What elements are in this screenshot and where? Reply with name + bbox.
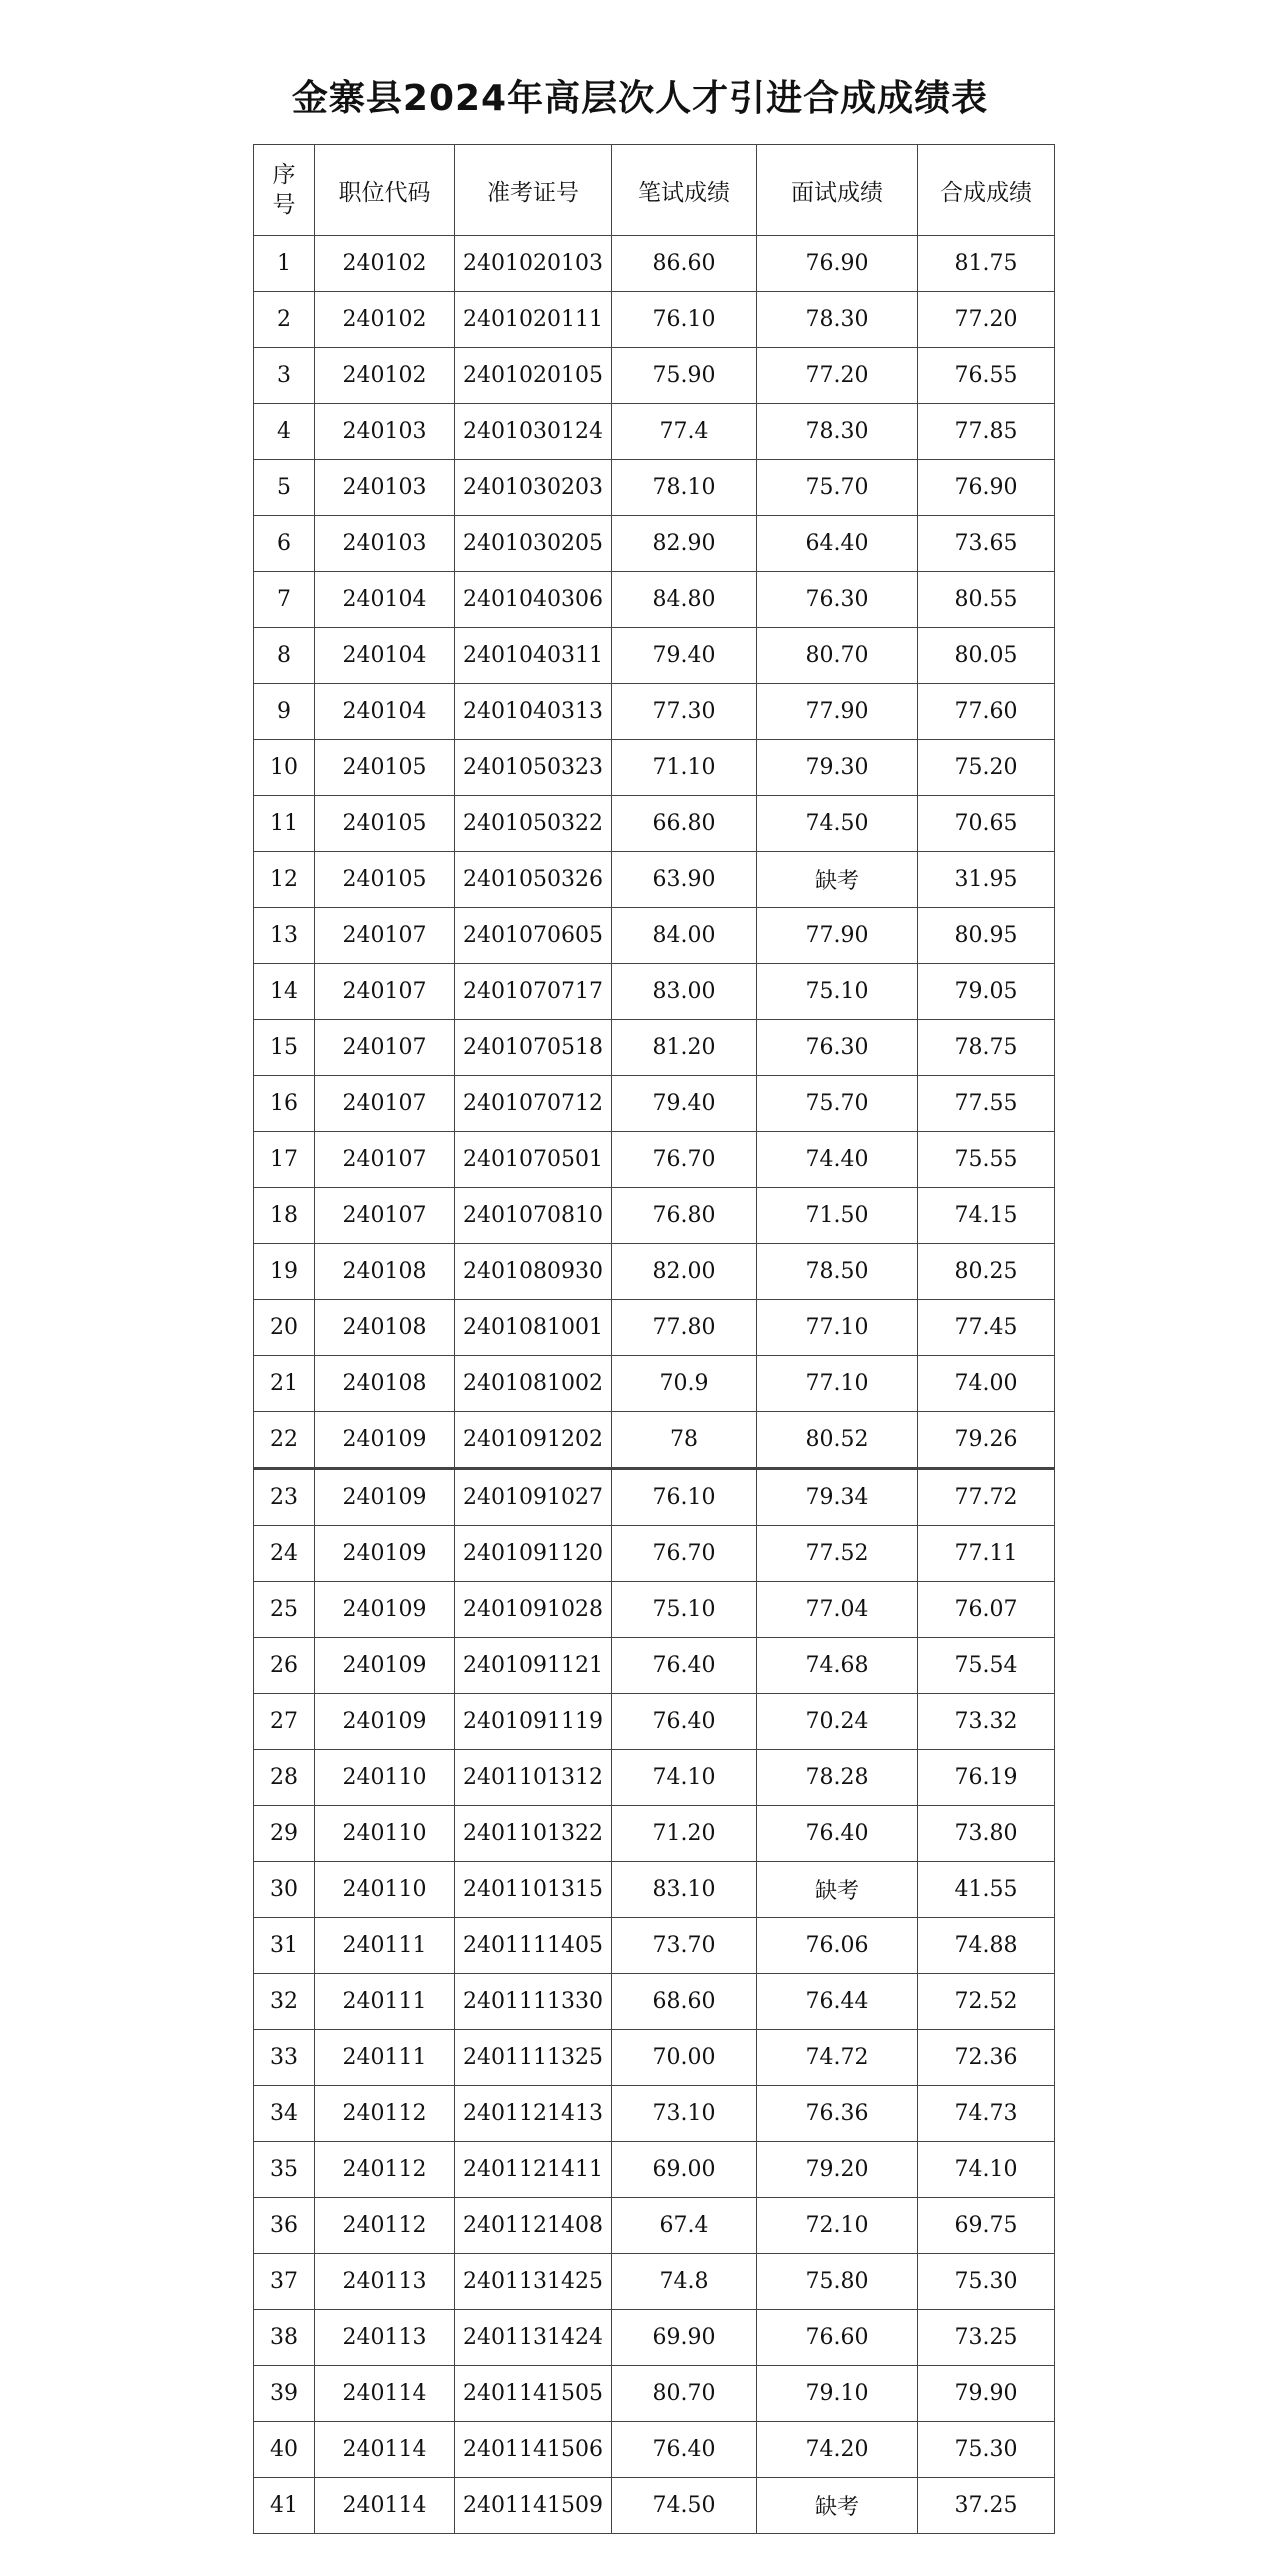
cell-combined-score: 73.25 [918, 2310, 1055, 2366]
cell-seq: 25 [254, 1582, 315, 1638]
cell-interview-score: 80.52 [757, 1412, 918, 1469]
table-row [254, 516, 1055, 572]
cell-interview-score: 64.40 [757, 516, 918, 572]
cell-position-code: 240103 [315, 460, 455, 516]
cell-written-score: 71.10 [612, 740, 757, 796]
cell-position-code: 240107 [315, 1076, 455, 1132]
cell-position-code: 240105 [315, 740, 455, 796]
cell-combined-score: 77.45 [918, 1300, 1055, 1356]
cell-seq: 15 [254, 1020, 315, 1076]
cell-exam-id: 2401040313 [455, 684, 612, 740]
cell-interview-score: 79.10 [757, 2366, 918, 2422]
cell-seq: 27 [254, 1694, 315, 1750]
table-row [254, 2254, 1055, 2310]
cell-written-score: 82.90 [612, 516, 757, 572]
cell-combined-score: 79.90 [918, 2366, 1055, 2422]
cell-position-code: 240110 [315, 1750, 455, 1806]
cell-exam-id: 2401030124 [455, 404, 612, 460]
cell-seq: 24 [254, 1526, 315, 1582]
cell-combined-score: 74.15 [918, 1188, 1055, 1244]
cell-position-code: 240109 [315, 1526, 455, 1582]
cell-position-code: 240114 [315, 2366, 455, 2422]
cell-seq: 2 [254, 292, 315, 348]
cell-combined-score: 79.05 [918, 964, 1055, 1020]
cell-interview-score: 75.80 [757, 2254, 918, 2310]
cell-position-code: 240102 [315, 236, 455, 292]
table-row [254, 1526, 1055, 1582]
cell-written-score: 84.80 [612, 572, 757, 628]
cell-exam-id: 2401050323 [455, 740, 612, 796]
cell-position-code: 240114 [315, 2478, 455, 2534]
cell-exam-id: 2401020105 [455, 348, 612, 404]
cell-interview-score: 70.24 [757, 1694, 918, 1750]
cell-position-code: 240107 [315, 1020, 455, 1076]
cell-written-score: 74.10 [612, 1750, 757, 1806]
cell-seq: 38 [254, 2310, 315, 2366]
cell-combined-score: 74.10 [918, 2142, 1055, 2198]
table-body [254, 236, 1055, 2534]
cell-combined-score: 75.20 [918, 740, 1055, 796]
cell-seq: 17 [254, 1132, 315, 1188]
cell-interview-score: 76.44 [757, 1974, 918, 2030]
table-row [254, 1806, 1055, 1862]
table-row [254, 1638, 1055, 1694]
cell-position-code: 240114 [315, 2422, 455, 2478]
cell-interview-score: 77.10 [757, 1300, 918, 1356]
cell-combined-score: 73.65 [918, 516, 1055, 572]
cell-interview-score: 74.20 [757, 2422, 918, 2478]
table-row [254, 740, 1055, 796]
cell-position-code: 240103 [315, 516, 455, 572]
cell-seq: 12 [254, 852, 315, 908]
cell-exam-id: 2401091027 [455, 1469, 612, 1526]
cell-seq: 23 [254, 1469, 315, 1526]
cell-position-code: 240107 [315, 1188, 455, 1244]
cell-written-score: 68.60 [612, 1974, 757, 2030]
cell-combined-score: 31.95 [918, 852, 1055, 908]
cell-interview-score: 71.50 [757, 1188, 918, 1244]
table-row [254, 2030, 1055, 2086]
cell-written-score: 77.30 [612, 684, 757, 740]
cell-exam-id: 2401101322 [455, 1806, 612, 1862]
cell-exam-id: 2401101312 [455, 1750, 612, 1806]
cell-combined-score: 76.19 [918, 1750, 1055, 1806]
cell-exam-id: 2401020111 [455, 292, 612, 348]
header-written-score: 笔试成绩 [612, 145, 757, 236]
header-seq: 序号 [254, 145, 315, 236]
cell-combined-score: 80.55 [918, 572, 1055, 628]
cell-interview-score: 78.30 [757, 292, 918, 348]
cell-written-score: 77.4 [612, 404, 757, 460]
header-exam-id: 准考证号 [455, 145, 612, 236]
cell-exam-id: 2401070712 [455, 1076, 612, 1132]
cell-written-score: 79.40 [612, 1076, 757, 1132]
cell-seq: 34 [254, 2086, 315, 2142]
cell-interview-score: 76.06 [757, 1918, 918, 1974]
cell-position-code: 240111 [315, 1974, 455, 2030]
cell-exam-id: 2401081002 [455, 1356, 612, 1412]
table-row [254, 1244, 1055, 1300]
cell-interview-score: 74.40 [757, 1132, 918, 1188]
table-row [254, 1582, 1055, 1638]
cell-interview-score: 76.30 [757, 572, 918, 628]
cell-combined-score: 80.95 [918, 908, 1055, 964]
cell-interview-score: 75.70 [757, 460, 918, 516]
cell-written-score: 75.10 [612, 1582, 757, 1638]
table-header [254, 145, 1055, 236]
cell-written-score: 78.10 [612, 460, 757, 516]
cell-exam-id: 2401050326 [455, 852, 612, 908]
cell-combined-score: 77.72 [918, 1469, 1055, 1526]
cell-interview-score: 79.20 [757, 2142, 918, 2198]
cell-seq: 14 [254, 964, 315, 1020]
cell-interview-score: 77.04 [757, 1582, 918, 1638]
cell-exam-id: 2401091119 [455, 1694, 612, 1750]
cell-seq: 19 [254, 1244, 315, 1300]
cell-interview-score: 78.30 [757, 404, 918, 460]
cell-interview-score: 77.52 [757, 1526, 918, 1582]
cell-written-score: 82.00 [612, 1244, 757, 1300]
cell-position-code: 240102 [315, 292, 455, 348]
cell-combined-score: 41.55 [918, 1862, 1055, 1918]
cell-written-score: 67.4 [612, 2198, 757, 2254]
cell-position-code: 240104 [315, 684, 455, 740]
cell-exam-id: 2401091120 [455, 1526, 612, 1582]
cell-exam-id: 2401091202 [455, 1412, 612, 1469]
cell-seq: 4 [254, 404, 315, 460]
cell-written-score: 76.70 [612, 1132, 757, 1188]
cell-position-code: 240108 [315, 1356, 455, 1412]
cell-seq: 32 [254, 1974, 315, 2030]
cell-seq: 1 [254, 236, 315, 292]
cell-seq: 33 [254, 2030, 315, 2086]
cell-combined-score: 75.54 [918, 1638, 1055, 1694]
table-row [254, 1300, 1055, 1356]
cell-written-score: 73.10 [612, 2086, 757, 2142]
cell-position-code: 240110 [315, 1862, 455, 1918]
cell-interview-score: 缺考 [757, 1862, 918, 1918]
cell-seq: 8 [254, 628, 315, 684]
document-title: 金寨县2024年高层次人才引进合成成绩表 [291, 78, 989, 119]
cell-exam-id: 2401020103 [455, 236, 612, 292]
cell-position-code: 240112 [315, 2198, 455, 2254]
table-row [254, 2422, 1055, 2478]
cell-written-score: 70.9 [612, 1356, 757, 1412]
cell-seq: 22 [254, 1412, 315, 1469]
cell-exam-id: 2401040306 [455, 572, 612, 628]
cell-position-code: 240104 [315, 572, 455, 628]
cell-exam-id: 2401070810 [455, 1188, 612, 1244]
cell-exam-id: 2401091028 [455, 1582, 612, 1638]
table-row [254, 572, 1055, 628]
cell-written-score: 71.20 [612, 1806, 757, 1862]
cell-combined-score: 37.25 [918, 2478, 1055, 2534]
header-interview-score: 面试成绩 [757, 145, 918, 236]
cell-combined-score: 73.80 [918, 1806, 1055, 1862]
cell-seq: 28 [254, 1750, 315, 1806]
table-row [254, 1862, 1055, 1918]
cell-exam-id: 2401131425 [455, 2254, 612, 2310]
cell-exam-id: 2401121413 [455, 2086, 612, 2142]
cell-combined-score: 77.55 [918, 1076, 1055, 1132]
cell-combined-score: 76.07 [918, 1582, 1055, 1638]
cell-seq: 41 [254, 2478, 315, 2534]
cell-seq: 9 [254, 684, 315, 740]
cell-seq: 3 [254, 348, 315, 404]
cell-interview-score: 79.30 [757, 740, 918, 796]
cell-written-score: 74.50 [612, 2478, 757, 2534]
cell-combined-score: 79.26 [918, 1412, 1055, 1469]
table-row [254, 796, 1055, 852]
cell-seq: 5 [254, 460, 315, 516]
cell-seq: 13 [254, 908, 315, 964]
cell-seq: 18 [254, 1188, 315, 1244]
cell-combined-score: 69.75 [918, 2198, 1055, 2254]
cell-seq: 30 [254, 1862, 315, 1918]
cell-combined-score: 72.52 [918, 1974, 1055, 2030]
cell-seq: 6 [254, 516, 315, 572]
cell-exam-id: 2401111325 [455, 2030, 612, 2086]
cell-exam-id: 2401121408 [455, 2198, 612, 2254]
table-row [254, 1020, 1055, 1076]
cell-written-score: 66.80 [612, 796, 757, 852]
cell-written-score: 76.80 [612, 1188, 757, 1244]
cell-exam-id: 2401101315 [455, 1862, 612, 1918]
cell-interview-score: 76.60 [757, 2310, 918, 2366]
cell-position-code: 240104 [315, 628, 455, 684]
cell-position-code: 240107 [315, 964, 455, 1020]
cell-exam-id: 2401080930 [455, 1244, 612, 1300]
table-row [254, 1694, 1055, 1750]
table-row [254, 1918, 1055, 1974]
cell-position-code: 240112 [315, 2142, 455, 2198]
cell-combined-score: 78.75 [918, 1020, 1055, 1076]
table-row [254, 236, 1055, 292]
cell-position-code: 240109 [315, 1412, 455, 1469]
cell-written-score: 80.70 [612, 2366, 757, 2422]
table-row [254, 460, 1055, 516]
table-row [254, 292, 1055, 348]
table-row [254, 2478, 1055, 2534]
cell-combined-score: 72.36 [918, 2030, 1055, 2086]
cell-combined-score: 75.30 [918, 2422, 1055, 2478]
cell-interview-score: 缺考 [757, 2478, 918, 2534]
cell-position-code: 240109 [315, 1694, 455, 1750]
cell-seq: 16 [254, 1076, 315, 1132]
cell-position-code: 240111 [315, 2030, 455, 2086]
cell-exam-id: 2401070717 [455, 964, 612, 1020]
header-row [254, 145, 1055, 236]
cell-interview-score: 77.90 [757, 908, 918, 964]
cell-exam-id: 2401070518 [455, 1020, 612, 1076]
cell-combined-score: 77.85 [918, 404, 1055, 460]
cell-interview-score: 77.10 [757, 1356, 918, 1412]
cell-written-score: 76.10 [612, 292, 757, 348]
cell-written-score: 84.00 [612, 908, 757, 964]
cell-seq: 36 [254, 2198, 315, 2254]
cell-position-code: 240109 [315, 1638, 455, 1694]
table-row [254, 852, 1055, 908]
table-row [254, 1132, 1055, 1188]
cell-interview-score: 72.10 [757, 2198, 918, 2254]
cell-position-code: 240110 [315, 1806, 455, 1862]
header-combined-score: 合成成绩 [918, 145, 1055, 236]
cell-interview-score: 76.30 [757, 1020, 918, 1076]
table-row [254, 1188, 1055, 1244]
cell-combined-score: 77.11 [918, 1526, 1055, 1582]
table-row [254, 1076, 1055, 1132]
cell-position-code: 240103 [315, 404, 455, 460]
cell-written-score: 83.10 [612, 1862, 757, 1918]
cell-seq: 37 [254, 2254, 315, 2310]
cell-position-code: 240108 [315, 1300, 455, 1356]
cell-written-score: 76.40 [612, 1638, 757, 1694]
cell-combined-score: 81.75 [918, 236, 1055, 292]
cell-written-score: 63.90 [612, 852, 757, 908]
table-row [254, 404, 1055, 460]
table-row [254, 1469, 1055, 1526]
cell-position-code: 240108 [315, 1244, 455, 1300]
cell-combined-score: 74.73 [918, 2086, 1055, 2142]
cell-exam-id: 2401091121 [455, 1638, 612, 1694]
cell-seq: 20 [254, 1300, 315, 1356]
cell-interview-score: 76.40 [757, 1806, 918, 1862]
cell-seq: 35 [254, 2142, 315, 2198]
cell-position-code: 240109 [315, 1469, 455, 1526]
cell-exam-id: 2401070605 [455, 908, 612, 964]
cell-position-code: 240107 [315, 1132, 455, 1188]
cell-interview-score: 缺考 [757, 852, 918, 908]
cell-exam-id: 2401111330 [455, 1974, 612, 2030]
cell-written-score: 76.40 [612, 1694, 757, 1750]
table-row [254, 684, 1055, 740]
cell-seq: 11 [254, 796, 315, 852]
table-row [254, 2142, 1055, 2198]
cell-interview-score: 76.90 [757, 236, 918, 292]
cell-position-code: 240113 [315, 2254, 455, 2310]
table-row [254, 2086, 1055, 2142]
cell-written-score: 77.80 [612, 1300, 757, 1356]
cell-combined-score: 70.65 [918, 796, 1055, 852]
cell-exam-id: 2401030205 [455, 516, 612, 572]
cell-combined-score: 80.25 [918, 1244, 1055, 1300]
table-row [254, 348, 1055, 404]
cell-written-score: 73.70 [612, 1918, 757, 1974]
cell-combined-score: 76.55 [918, 348, 1055, 404]
table-row [254, 1356, 1055, 1412]
cell-written-score: 79.40 [612, 628, 757, 684]
cell-written-score: 74.8 [612, 2254, 757, 2310]
cell-interview-score: 74.72 [757, 2030, 918, 2086]
cell-seq: 10 [254, 740, 315, 796]
cell-position-code: 240105 [315, 796, 455, 852]
cell-position-code: 240113 [315, 2310, 455, 2366]
cell-exam-id: 2401141506 [455, 2422, 612, 2478]
table-row [254, 2310, 1055, 2366]
cell-exam-id: 2401050322 [455, 796, 612, 852]
cell-written-score: 76.70 [612, 1526, 757, 1582]
cell-exam-id: 2401070501 [455, 1132, 612, 1188]
cell-combined-score: 74.00 [918, 1356, 1055, 1412]
header-position-code: 职位代码 [315, 145, 455, 236]
cell-position-code: 240107 [315, 908, 455, 964]
cell-interview-score: 74.50 [757, 796, 918, 852]
cell-interview-score: 78.28 [757, 1750, 918, 1806]
cell-written-score: 81.20 [612, 1020, 757, 1076]
cell-written-score: 75.90 [612, 348, 757, 404]
cell-interview-score: 76.36 [757, 2086, 918, 2142]
cell-written-score: 86.60 [612, 236, 757, 292]
cell-exam-id: 2401040311 [455, 628, 612, 684]
cell-seq: 21 [254, 1356, 315, 1412]
cell-seq: 26 [254, 1638, 315, 1694]
cell-written-score: 69.00 [612, 2142, 757, 2198]
cell-position-code: 240112 [315, 2086, 455, 2142]
cell-exam-id: 2401141509 [455, 2478, 612, 2534]
cell-written-score: 70.00 [612, 2030, 757, 2086]
cell-combined-score: 77.20 [918, 292, 1055, 348]
cell-position-code: 240102 [315, 348, 455, 404]
cell-seq: 29 [254, 1806, 315, 1862]
cell-position-code: 240105 [315, 852, 455, 908]
table-row [254, 964, 1055, 1020]
table-row [254, 628, 1055, 684]
cell-exam-id: 2401111405 [455, 1918, 612, 1974]
cell-exam-id: 2401121411 [455, 2142, 612, 2198]
cell-exam-id: 2401081001 [455, 1300, 612, 1356]
table-row [254, 908, 1055, 964]
cell-combined-score: 75.30 [918, 2254, 1055, 2310]
cell-position-code: 240109 [315, 1582, 455, 1638]
cell-interview-score: 74.68 [757, 1638, 918, 1694]
cell-written-score: 69.90 [612, 2310, 757, 2366]
table-row [254, 1974, 1055, 2030]
cell-combined-score: 76.90 [918, 460, 1055, 516]
cell-combined-score: 73.32 [918, 1694, 1055, 1750]
table-row [254, 1412, 1055, 1469]
cell-exam-id: 2401131424 [455, 2310, 612, 2366]
score-table [253, 144, 1055, 2534]
cell-written-score: 76.40 [612, 2422, 757, 2478]
cell-interview-score: 80.70 [757, 628, 918, 684]
cell-combined-score: 77.60 [918, 684, 1055, 740]
cell-interview-score: 77.90 [757, 684, 918, 740]
table-row [254, 2198, 1055, 2254]
cell-interview-score: 79.34 [757, 1469, 918, 1526]
cell-seq: 39 [254, 2366, 315, 2422]
cell-seq: 31 [254, 1918, 315, 1974]
cell-interview-score: 78.50 [757, 1244, 918, 1300]
cell-written-score: 83.00 [612, 964, 757, 1020]
cell-combined-score: 80.05 [918, 628, 1055, 684]
cell-combined-score: 75.55 [918, 1132, 1055, 1188]
cell-exam-id: 2401141505 [455, 2366, 612, 2422]
cell-written-score: 78 [612, 1412, 757, 1469]
cell-combined-score: 74.88 [918, 1918, 1055, 1974]
cell-exam-id: 2401030203 [455, 460, 612, 516]
cell-seq: 7 [254, 572, 315, 628]
table-row [254, 2366, 1055, 2422]
cell-interview-score: 77.20 [757, 348, 918, 404]
cell-written-score: 76.10 [612, 1469, 757, 1526]
cell-interview-score: 75.10 [757, 964, 918, 1020]
table-row [254, 1750, 1055, 1806]
cell-position-code: 240111 [315, 1918, 455, 1974]
cell-interview-score: 75.70 [757, 1076, 918, 1132]
cell-seq: 40 [254, 2422, 315, 2478]
